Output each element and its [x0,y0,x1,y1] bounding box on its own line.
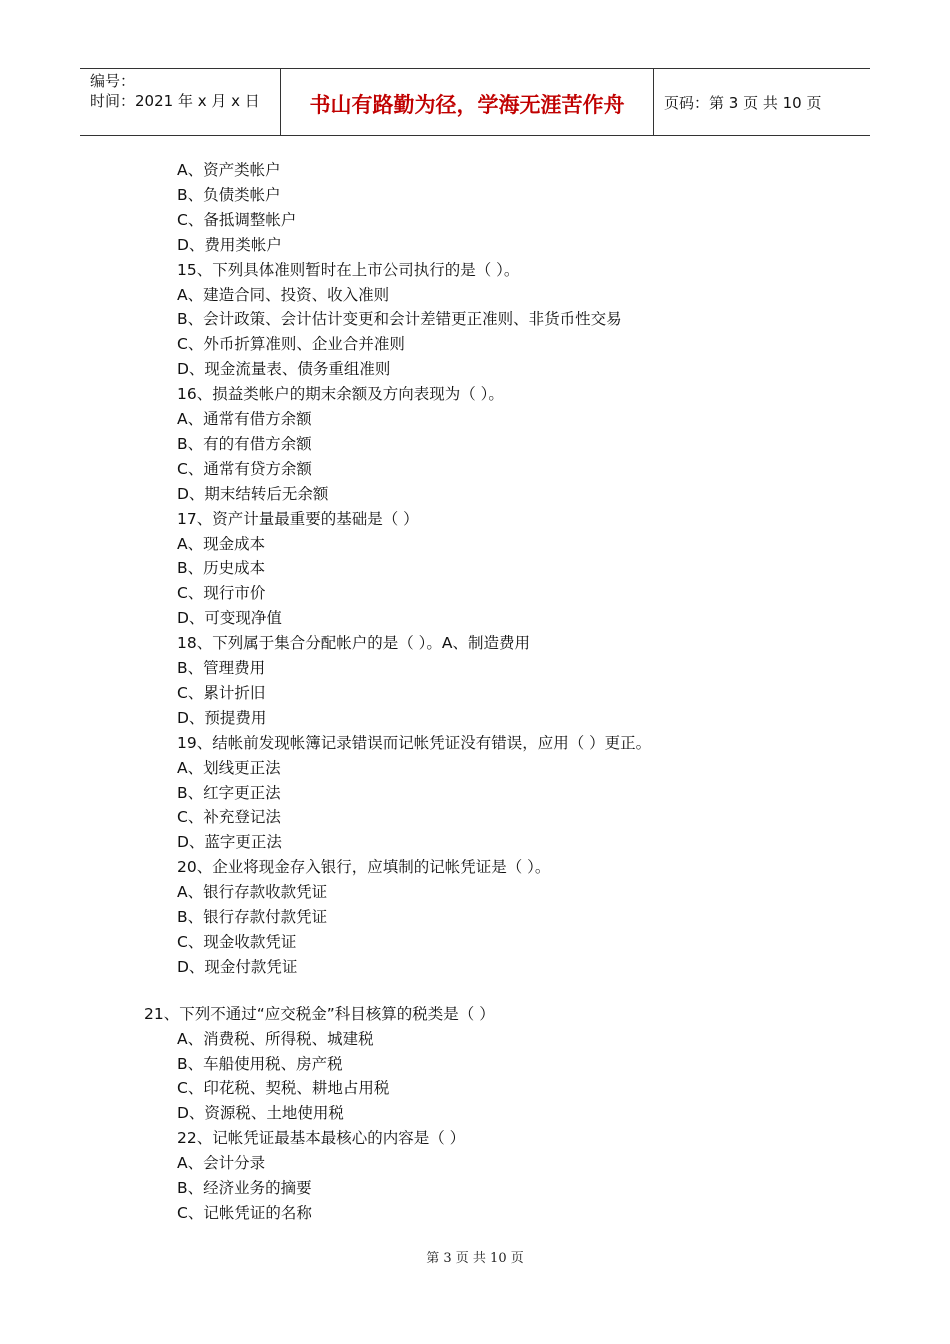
question-text: 15、下列具体准则暂时在上市公司执行的是（ ）。 [177,260,520,279]
question-text: 20、企业将现金存入银行，应填制的记帐凭证是（ ）。 [177,858,551,877]
answer-option: B、会计政策、会计估计变更和会计差错更正准则、非货币性交易 [177,310,622,329]
answer-option: A、通常有借方余额 [177,410,312,428]
answer-option: A、银行存款收款凭证 [177,883,328,902]
answer-option: B、历史成本 [177,559,266,578]
page-footer: 第 3 页 共 10 页 [426,1251,524,1266]
answer-option: D、费用类帐户 [177,235,282,254]
question-text: 19、结帐前发现帐簿记录错误而记帐凭证没有错误，应用（ ）更正。 [177,733,652,752]
question-text: 21、下列不通过“应交税金”科目核算的税类是（ ） [144,1004,495,1023]
answer-option: C、记帐凭证的名称 [177,1203,312,1222]
answer-option: A、会计分录 [177,1154,266,1173]
answer-option: B、车船使用税、房产税 [177,1054,343,1073]
answer-option: B、管理费用 [177,659,266,677]
answer-option: C、通常有贷方余额 [177,459,312,478]
time-label: 时间：2021 年 x 月 x 日 [90,92,260,110]
answer-option: A、资产类帐户 [177,161,281,179]
question-text: 17、资产计量最重要的基础是（ ） [177,509,419,528]
answer-option: D、现金付款凭证 [177,957,298,976]
page-header [80,68,870,136]
header-meta [80,69,281,135]
answer-option: C、现行市价 [177,584,266,603]
answer-option: D、期末结转后无余额 [177,484,329,503]
answer-option: C、累计折旧 [177,683,266,702]
header-motto: 书山有路勤为径，学海无涯苦作舟 [281,69,654,135]
answer-option: D、可变现净值 [177,609,282,628]
answer-option: D、现金流量表、债务重组准则 [177,360,391,379]
header-page-info: 页码：第 3 页 共 10 页 [664,93,822,112]
answer-option: C、外币折算准则、企业合并准则 [177,335,405,354]
answer-option: D、蓝字更正法 [177,833,282,852]
answer-option: A、消费税、所得税、城建税 [177,1029,374,1048]
answer-option: D、预提费用 [177,708,267,727]
answer-option: A、划线更正法 [177,758,281,777]
question-text: 16、损益类帐户的期末余额及方向表现为（ ）。 [177,385,504,404]
answer-option: C、备抵调整帐户 [177,210,297,229]
answer-option: B、负债类帐户 [177,185,281,204]
answer-option: C、补充登记法 [177,808,281,827]
answer-option: B、红字更正法 [177,783,281,802]
answer-option: B、经济业务的摘要 [177,1179,312,1197]
answer-option: B、有的有借方余额 [177,434,312,453]
answer-option: C、现金收款凭证 [177,932,297,951]
answer-option: C、印花税、契税、耕地占用税 [177,1079,390,1098]
answer-option: A、建造合同、投资、收入准则 [177,285,390,304]
question-text: 18、下列属于集合分配帐户的是（ ）。A、制造费用 [177,634,531,653]
question-text: 22、记帐凭证最基本最核心的内容是（ ） [177,1129,466,1148]
answer-option: A、现金成本 [177,534,266,553]
answer-option: D、资源税、土地使用税 [177,1104,344,1123]
number-label: 编号： [90,72,136,90]
answer-option: B、银行存款付款凭证 [177,908,328,926]
